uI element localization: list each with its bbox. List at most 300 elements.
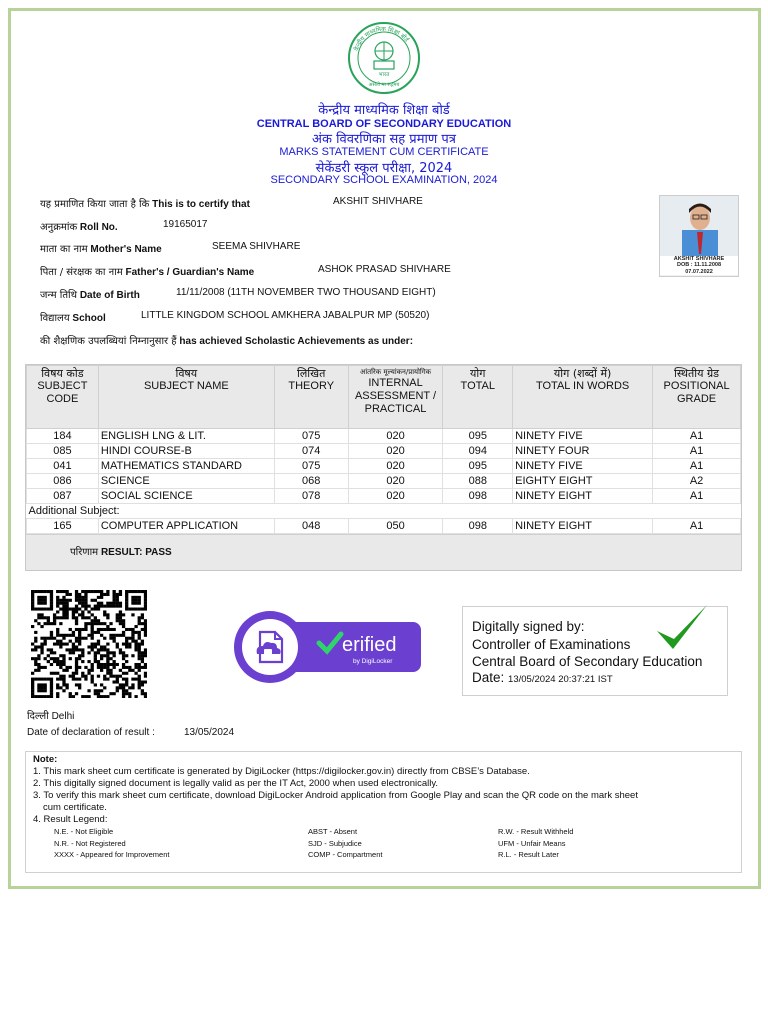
header-subject-name: विषय SUBJECT NAME (98, 366, 274, 429)
qr-module (72, 608, 75, 611)
qr-module (78, 643, 81, 646)
qr-module (141, 643, 144, 646)
qr-module (144, 666, 147, 669)
digilocker-verified-badge (233, 610, 421, 684)
qr-module (119, 686, 122, 689)
qr-module (31, 593, 34, 596)
qr-module (87, 634, 90, 637)
qr-module (53, 672, 56, 675)
note-item: cum certificate. (43, 802, 107, 813)
qr-module (56, 692, 59, 695)
qr-module (75, 645, 78, 648)
qr-module (50, 695, 53, 698)
qr-module (81, 628, 84, 631)
qr-module (141, 616, 144, 619)
qr-module (91, 622, 94, 625)
qr-module (91, 648, 94, 651)
date-of-birth: 11/11/2008 (11TH NOVEMBER TWO THOUSAND EIGHT) (176, 287, 436, 298)
note-title: Note: (33, 754, 58, 765)
qr-module (50, 590, 53, 593)
qr-module (75, 619, 78, 622)
qr-module (75, 596, 78, 599)
qr-module (72, 610, 75, 613)
qr-module (40, 643, 43, 646)
qr-module (103, 637, 106, 640)
qr-module (116, 645, 119, 648)
qr-module (81, 654, 84, 657)
father-name: ASHOK PRASAD SHIVHARE (318, 264, 451, 275)
qr-module (84, 593, 87, 596)
qr-module (69, 599, 72, 602)
qr-module (116, 663, 119, 666)
total-in-words: EIGHTY EIGHT (513, 474, 653, 489)
qr-module (40, 648, 43, 651)
qr-module (50, 631, 53, 634)
qr-module (119, 622, 122, 625)
achievement-label: की शैक्षणिक उपलब्धियां निम्नानुसार हैं has achieved Scholastic Achievements as under: (40, 336, 414, 347)
qr-module (144, 654, 147, 657)
qr-module (87, 590, 90, 593)
additional-subject-label: Additional Subject: (27, 504, 741, 519)
qr-module (72, 634, 75, 637)
qr-module (72, 613, 75, 616)
qr-module (100, 683, 103, 686)
qr-module (138, 645, 141, 648)
qr-module (138, 680, 141, 683)
qr-module (134, 631, 137, 634)
internal-marks: 020 (348, 429, 443, 444)
certify-label: यह प्रमाणित किया जाता है कि This is to certify that (40, 199, 250, 210)
qr-module (62, 678, 65, 681)
qr-module (69, 692, 72, 695)
qr-module (47, 616, 50, 619)
qr-module (128, 590, 131, 593)
qr-module (141, 683, 144, 686)
qr-module (97, 619, 100, 622)
qr-module (144, 625, 147, 628)
qr-module (91, 625, 94, 628)
qr-module (87, 605, 90, 608)
qr-module (97, 602, 100, 605)
qr-module (131, 634, 134, 637)
dob-label: जन्म तिथि Date of Birth (40, 290, 140, 301)
qr-module (62, 616, 65, 619)
qr-module (62, 654, 65, 657)
qr-module (84, 666, 87, 669)
qr-module (50, 622, 53, 625)
qr-module (125, 640, 128, 643)
qr-module (37, 669, 40, 672)
qr-module (50, 648, 53, 651)
qr-module (65, 634, 68, 637)
qr-module (78, 657, 81, 660)
qr-module (141, 689, 144, 692)
qr-module (65, 686, 68, 689)
qr-module (34, 669, 37, 672)
qr-module (59, 675, 62, 678)
qr-module (44, 637, 47, 640)
qr-module (138, 596, 141, 599)
qr-module (97, 695, 100, 698)
qr-module (81, 605, 84, 608)
qr-module (109, 663, 112, 666)
qr-module (113, 654, 116, 657)
qr-module (109, 602, 112, 605)
qr-module (122, 625, 125, 628)
qr-module (81, 596, 84, 599)
qr-module (119, 602, 122, 605)
qr-module (106, 628, 109, 631)
qr-module (122, 686, 125, 689)
qr-module (78, 599, 81, 602)
qr-module (34, 648, 37, 651)
qr-module (47, 637, 50, 640)
qr-module (97, 666, 100, 669)
verification-qr-code[interactable] (31, 590, 147, 698)
qr-module (40, 651, 43, 654)
subject-name: HINDI COURSE-B (98, 444, 274, 459)
digital-signature-box (462, 606, 728, 696)
qr-module (131, 678, 134, 681)
total-in-words: NINETY FOUR (513, 444, 653, 459)
qr-module (128, 643, 131, 646)
qr-module (56, 602, 59, 605)
qr-module (128, 695, 131, 698)
qr-module (62, 683, 65, 686)
qr-module (47, 590, 50, 593)
header-positional-grade: स्थितीय ग्रेड POSITIONAL GRADE (653, 366, 741, 429)
qr-module (94, 643, 97, 646)
qr-module (141, 692, 144, 695)
qr-module (40, 683, 43, 686)
qr-module (72, 675, 75, 678)
qr-module (44, 590, 47, 593)
qr-module (81, 616, 84, 619)
qr-module (106, 678, 109, 681)
qr-module (116, 619, 119, 622)
qr-module (113, 593, 116, 596)
qr-module (103, 686, 106, 689)
qr-module (91, 613, 94, 616)
qr-module (34, 645, 37, 648)
qr-module (125, 590, 128, 593)
qr-module (37, 616, 40, 619)
qr-module (72, 651, 75, 654)
qr-module (141, 640, 144, 643)
qr-module (40, 686, 43, 689)
qr-module (91, 634, 94, 637)
qr-module (109, 637, 112, 640)
qr-module (37, 678, 40, 681)
qr-module (138, 678, 141, 681)
qr-module (109, 605, 112, 608)
qr-module (47, 654, 50, 657)
qr-module (40, 637, 43, 640)
qr-module (103, 678, 106, 681)
qr-module (87, 660, 90, 663)
qr-module (138, 686, 141, 689)
qr-module (78, 628, 81, 631)
qr-module (44, 695, 47, 698)
qr-module (122, 695, 125, 698)
qr-module (65, 608, 68, 611)
qr-module (40, 678, 43, 681)
theory-marks: 048 (274, 519, 348, 534)
qr-module (125, 666, 128, 669)
qr-module (94, 608, 97, 611)
qr-module (37, 683, 40, 686)
qr-module (144, 634, 147, 637)
qr-module (78, 686, 81, 689)
qr-module (40, 602, 43, 605)
qr-module (75, 669, 78, 672)
qr-module (103, 695, 106, 698)
legend-item: ABST - Absent (308, 827, 358, 836)
certificate-title-hindi: अंक विवरणिका सह प्रमाण पत्र (312, 132, 456, 147)
qr-module (31, 683, 34, 686)
cbse-emblem-logo (347, 21, 421, 95)
qr-module (44, 666, 47, 669)
qr-module (87, 651, 90, 654)
qr-module (37, 599, 40, 602)
qr-module (56, 695, 59, 698)
qr-module (37, 666, 40, 669)
qr-module (81, 599, 84, 602)
qr-module (144, 605, 147, 608)
qr-module (40, 695, 43, 698)
qr-module (94, 689, 97, 692)
marks-table (25, 364, 742, 571)
qr-module (119, 605, 122, 608)
table-row (27, 519, 741, 534)
qr-module (56, 590, 59, 593)
qr-module (65, 613, 68, 616)
qr-module (144, 672, 147, 675)
qr-module (31, 695, 34, 698)
qr-module (56, 610, 59, 613)
qr-module (50, 680, 53, 683)
qr-module (78, 631, 81, 634)
qr-module (134, 596, 137, 599)
qr-module (44, 643, 47, 646)
qr-module (78, 683, 81, 686)
qr-module (56, 643, 59, 646)
qr-module (59, 599, 62, 602)
qr-module (69, 675, 72, 678)
qr-module (53, 619, 56, 622)
qr-module (144, 622, 147, 625)
qr-module (138, 608, 141, 611)
qr-module (84, 590, 87, 593)
qr-module (87, 672, 90, 675)
qr-module (138, 654, 141, 657)
qr-module (72, 678, 75, 681)
qr-module (91, 675, 94, 678)
qr-module (131, 637, 134, 640)
qr-module (69, 657, 72, 660)
subject-code: 184 (27, 429, 99, 444)
qr-module (125, 660, 128, 663)
qr-module (37, 590, 40, 593)
qr-module (65, 599, 68, 602)
qr-module (34, 640, 37, 643)
qr-module (59, 678, 62, 681)
qr-module (81, 675, 84, 678)
qr-module (75, 640, 78, 643)
qr-module (47, 622, 50, 625)
qr-module (134, 608, 137, 611)
table-row (27, 459, 741, 474)
qr-module (78, 640, 81, 643)
qr-module (87, 689, 90, 692)
qr-module (131, 654, 134, 657)
qr-module (81, 672, 84, 675)
qr-module (44, 608, 47, 611)
qr-module (144, 602, 147, 605)
qr-module (50, 637, 53, 640)
qr-module (97, 596, 100, 599)
qr-module (113, 680, 116, 683)
qr-module (125, 596, 128, 599)
exam-title-english: SECONDARY SCHOOL EXAMINATION, 2024 (270, 174, 498, 186)
qr-module (62, 590, 65, 593)
qr-module (116, 613, 119, 616)
qr-module (69, 634, 72, 637)
qr-module (100, 605, 103, 608)
qr-module (134, 643, 137, 646)
qr-module (144, 651, 147, 654)
qr-module (94, 657, 97, 660)
qr-module (81, 637, 84, 640)
qr-module (84, 637, 87, 640)
positional-grade: A1 (653, 519, 741, 534)
qr-module (84, 625, 87, 628)
qr-module (128, 669, 131, 672)
qr-module (40, 590, 43, 593)
qr-module (62, 675, 65, 678)
qr-module (138, 637, 141, 640)
subject-code: 087 (27, 489, 99, 504)
qr-module (106, 616, 109, 619)
qr-module (78, 637, 81, 640)
qr-module (59, 645, 62, 648)
qr-module (119, 669, 122, 672)
qr-module (34, 695, 37, 698)
qr-module (50, 605, 53, 608)
qr-module (69, 651, 72, 654)
header-internal: आंतरिक मूल्यांकन/प्रायोगिक INTERNAL ASSESSMENT / PRACTICAL (348, 366, 443, 429)
qr-module (44, 686, 47, 689)
qr-module (47, 608, 50, 611)
qr-module (81, 648, 84, 651)
qr-module (59, 590, 62, 593)
qr-module (56, 605, 59, 608)
qr-module (103, 610, 106, 613)
qr-module (128, 628, 131, 631)
qr-module (128, 608, 131, 611)
qr-module (31, 689, 34, 692)
qr-module (62, 643, 65, 646)
checkmark-icon (653, 601, 711, 655)
qr-module (134, 678, 137, 681)
total-in-words: NINETY FIVE (513, 429, 653, 444)
qr-module (69, 695, 72, 698)
qr-module (65, 616, 68, 619)
qr-module (113, 640, 116, 643)
legend-item: UFM - Unfair Means (498, 838, 566, 848)
qr-module (37, 686, 40, 689)
note-item: 3. To verify this mark sheet cum certificate, download DigiLocker Android application from Google Play and scan the QR code on the mark sheet (33, 790, 638, 801)
qr-module (113, 605, 116, 608)
qr-module (31, 680, 34, 683)
qr-module (65, 648, 68, 651)
qr-module (97, 648, 100, 651)
qr-module (56, 634, 59, 637)
qr-module (116, 602, 119, 605)
qr-module (91, 645, 94, 648)
qr-module (47, 678, 50, 681)
qr-module (125, 689, 128, 692)
qr-module (91, 663, 94, 666)
qr-module (59, 660, 62, 663)
qr-module (34, 631, 37, 634)
qr-module (75, 683, 78, 686)
qr-module (56, 640, 59, 643)
qr-module (100, 654, 103, 657)
qr-module (84, 628, 87, 631)
qr-module (53, 651, 56, 654)
qr-module (59, 654, 62, 657)
qr-module (84, 616, 87, 619)
qr-module (94, 616, 97, 619)
qr-module (56, 686, 59, 689)
qr-module (34, 663, 37, 666)
declaration-date: 13/05/2024 (184, 727, 235, 738)
qr-module (87, 610, 90, 613)
qr-module (113, 634, 116, 637)
qr-module (44, 599, 47, 602)
qr-module (78, 608, 81, 611)
qr-module (81, 695, 84, 698)
header-theory: लिखित THEORY (274, 366, 348, 429)
legend-item: COMP - Compartment (308, 850, 383, 859)
qr-module (97, 643, 100, 646)
qr-module (31, 648, 34, 651)
qr-module (116, 686, 119, 689)
qr-module (44, 640, 47, 643)
qr-module (59, 608, 62, 611)
qr-module (103, 645, 106, 648)
qr-module (122, 651, 125, 654)
qr-module (69, 608, 72, 611)
qr-module (109, 622, 112, 625)
qr-module (37, 657, 40, 660)
qr-module (72, 695, 75, 698)
legend-column-1 (54, 826, 169, 861)
qr-module (62, 689, 65, 692)
qr-module (122, 689, 125, 692)
qr-module (81, 613, 84, 616)
qr-module (62, 596, 65, 599)
qr-module (106, 590, 109, 593)
qr-module (97, 631, 100, 634)
qr-module (47, 619, 50, 622)
qr-module (97, 608, 100, 611)
qr-module (97, 692, 100, 695)
qr-module (50, 692, 53, 695)
qr-module (59, 643, 62, 646)
qr-module (56, 616, 59, 619)
